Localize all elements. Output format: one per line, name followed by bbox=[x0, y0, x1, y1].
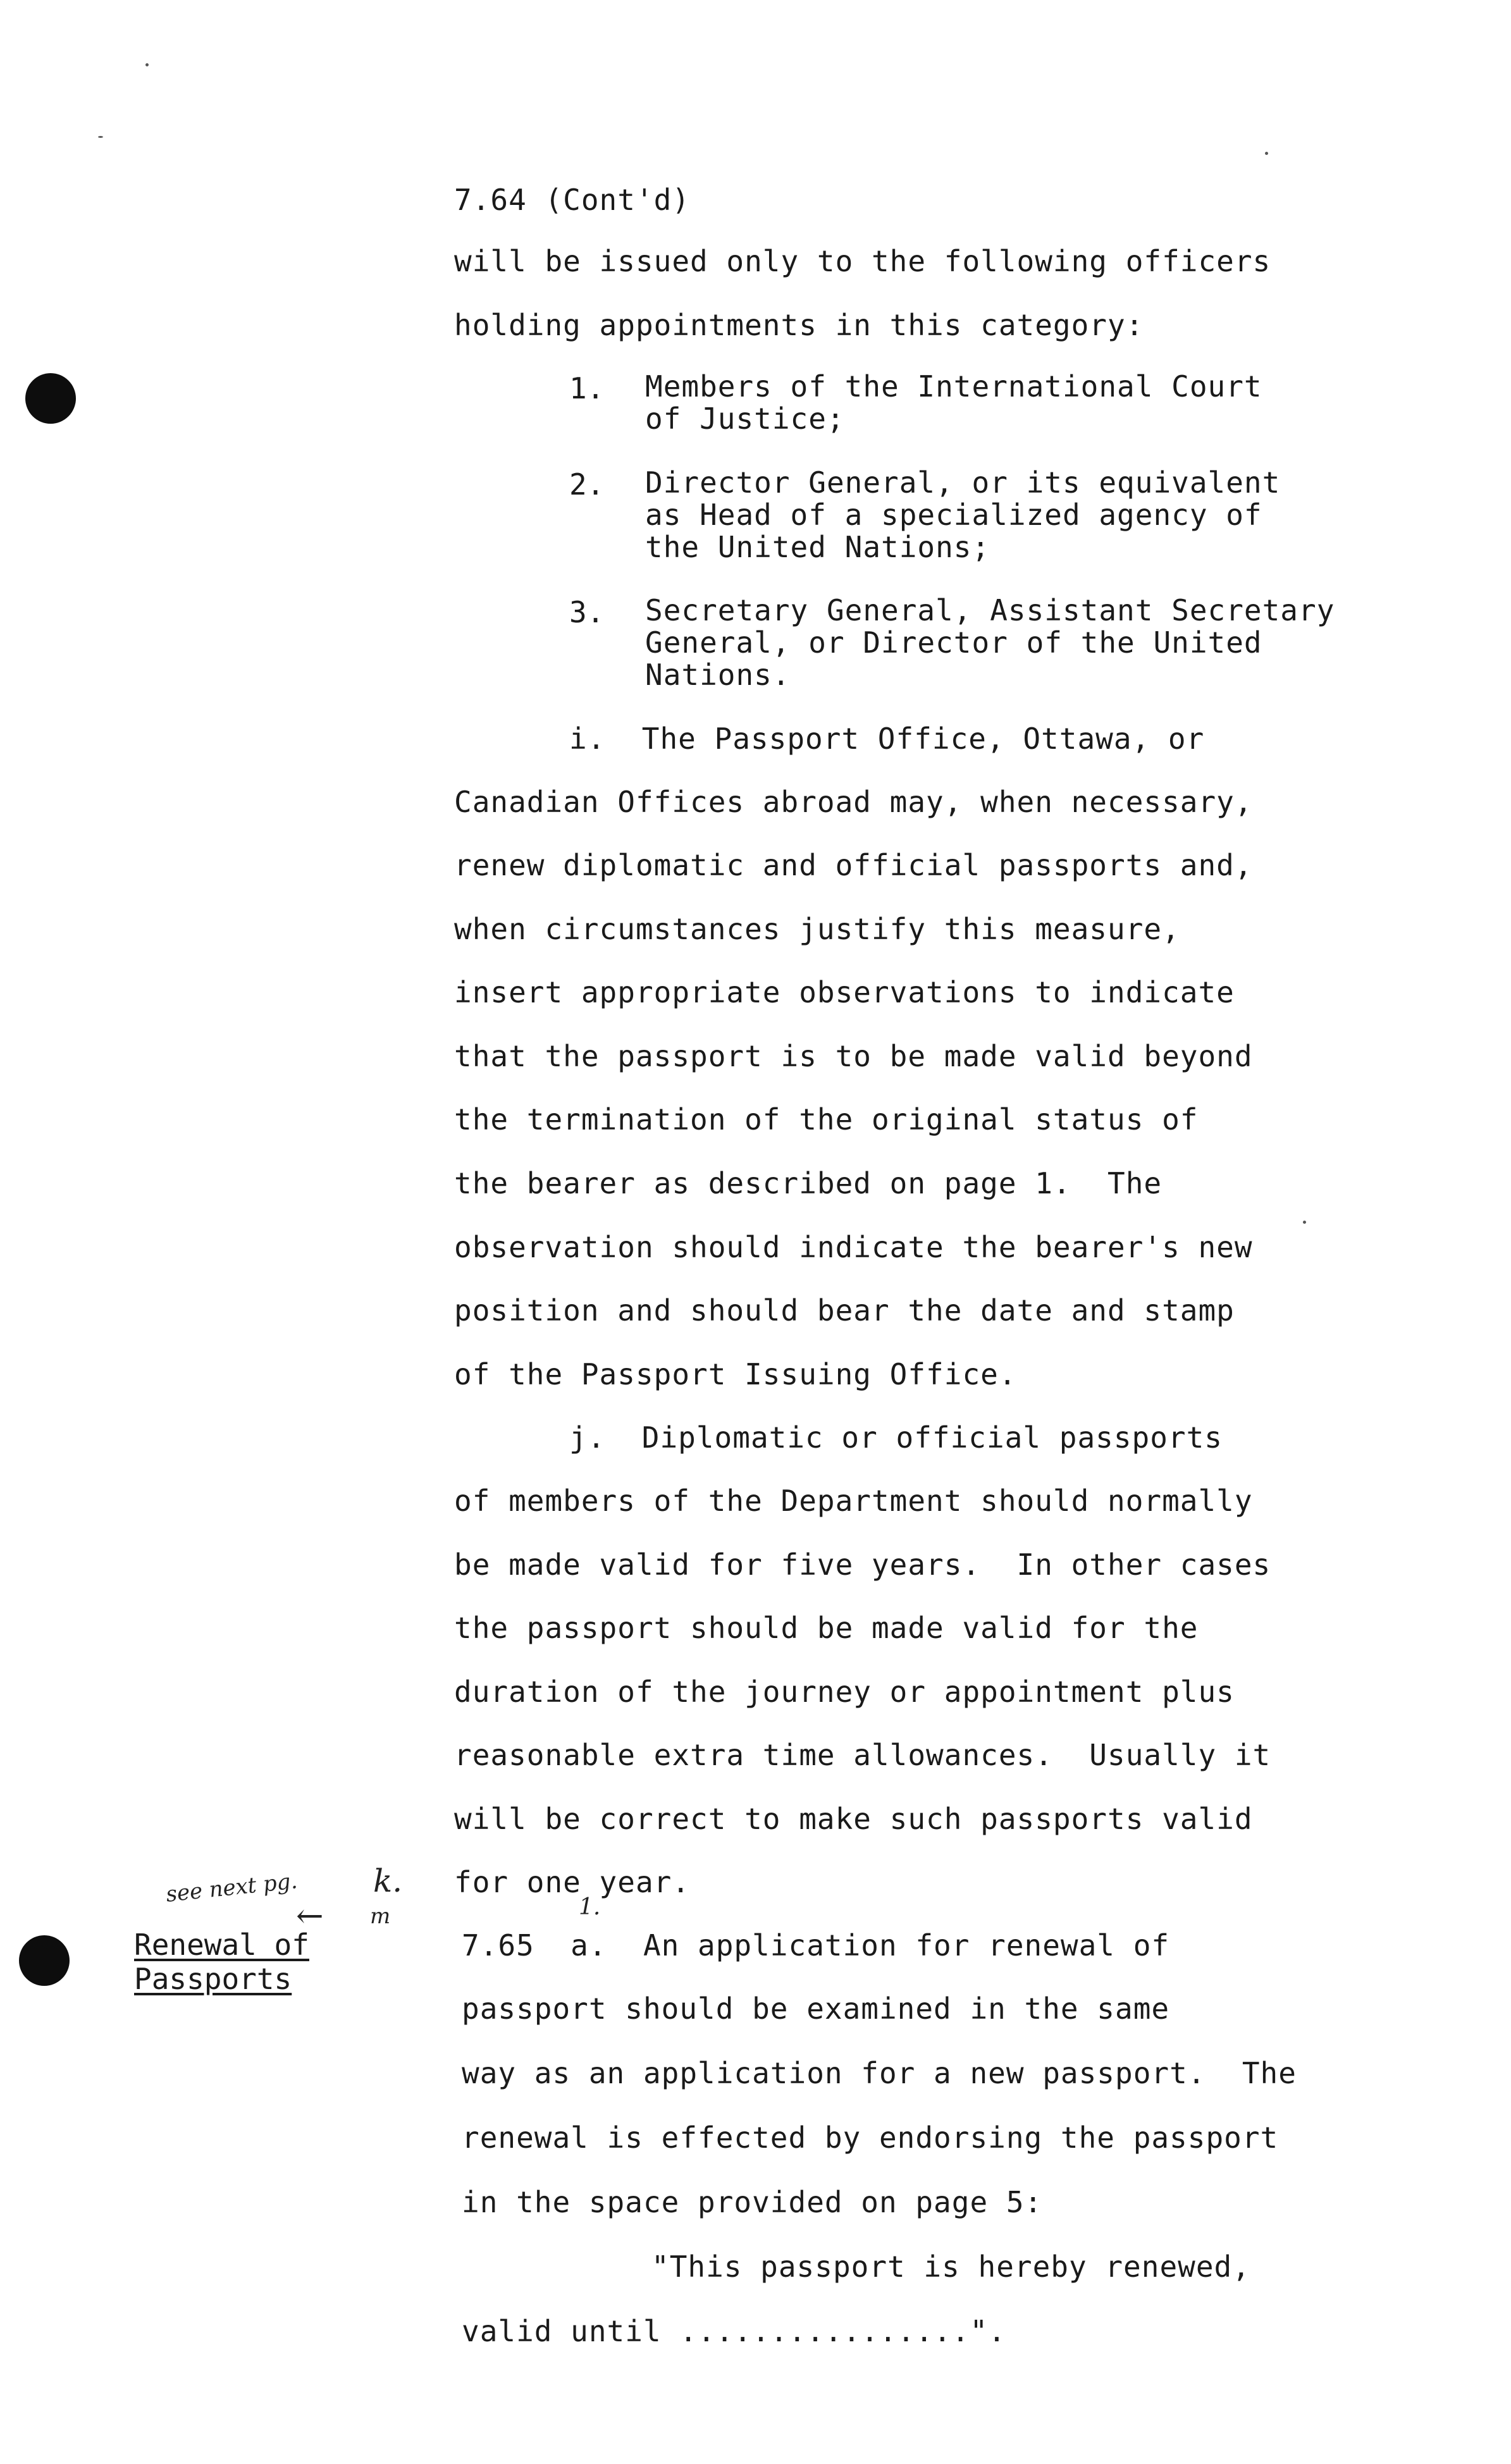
intro-line: holding appointments in this category: bbox=[454, 308, 1144, 342]
section-765-line: renewal is effected by endorsing the passport bbox=[462, 2121, 1279, 2155]
item-line: Nations. bbox=[645, 658, 791, 692]
para-i-line: observation should indicate the bearer's new bbox=[454, 1230, 1253, 1264]
item-number: 3. bbox=[569, 595, 605, 629]
item-line: Director General, or its equivalent bbox=[645, 465, 1281, 500]
item-line: of Justice; bbox=[645, 402, 845, 436]
section-765-line: way as an application for a new passport. The bbox=[462, 2056, 1297, 2090]
quoted-endorsement: "This passport is hereby renewed, bbox=[651, 2250, 1250, 2284]
margin-heading-line: Renewal of bbox=[134, 1928, 309, 1962]
para-j-line: of members of the Department should normally bbox=[454, 1484, 1253, 1518]
scan-speck bbox=[1303, 1221, 1306, 1224]
handwritten-arrow-icon: ← bbox=[296, 1897, 324, 1935]
para-i-line: insert appropriate observations to indicate bbox=[454, 975, 1235, 1009]
para-i-line: the termination of the original status of bbox=[454, 1102, 1199, 1137]
item-line: General, or Director of the United bbox=[645, 625, 1262, 660]
scan-speck bbox=[145, 63, 149, 66]
punch-hole-bottom bbox=[19, 1935, 70, 1986]
section-765-line: passport should be examined in the same bbox=[462, 1992, 1170, 2026]
para-j-line: the passport should be made valid for the bbox=[454, 1611, 1199, 1645]
item-line: the United Nations; bbox=[645, 530, 990, 564]
para-i-first-line: i. The Passport Office, Ottawa, or bbox=[569, 722, 1205, 756]
punch-hole-top bbox=[25, 373, 76, 424]
para-j-line: be made valid for five years. In other cases bbox=[454, 1548, 1271, 1582]
handwritten-m: m bbox=[370, 1904, 391, 1929]
para-i-line: of the Passport Issuing Office. bbox=[454, 1357, 1017, 1391]
section-header: 7.64 (Cont'd) bbox=[454, 183, 691, 217]
intro-line: will be issued only to the following officers bbox=[454, 244, 1271, 278]
handwritten-number-one: 1. bbox=[579, 1894, 601, 1920]
handwritten-k: k. bbox=[373, 1863, 403, 1899]
para-i-line: when circumstances justify this measure, bbox=[454, 912, 1180, 946]
margin-heading-line: Passports bbox=[134, 1962, 292, 1996]
para-i-line: that the passport is to be made valid beyond bbox=[454, 1039, 1253, 1073]
para-j-first-line: j. Diplomatic or official passports bbox=[569, 1420, 1223, 1455]
para-i-line: renew diplomatic and official passports and, bbox=[454, 848, 1253, 882]
section-765-line: in the space provided on page 5: bbox=[462, 2185, 1043, 2219]
handwritten-note: see next pg. bbox=[164, 1868, 299, 1907]
scan-speck bbox=[98, 136, 103, 138]
para-i-line: position and should bear the date and stamp bbox=[454, 1293, 1235, 1327]
scan-speck bbox=[1265, 152, 1268, 155]
para-j-line: for one year. bbox=[454, 1865, 691, 1899]
item-number: 2. bbox=[569, 467, 605, 502]
item-number: 1. bbox=[569, 371, 605, 405]
para-j-line: will be correct to make such passports valid bbox=[454, 1802, 1253, 1836]
item-line: Members of the International Court bbox=[645, 369, 1262, 403]
section-765-first-line: 7.65 a. An application for renewal of bbox=[462, 1928, 1170, 1962]
para-j-line: duration of the journey or appointment plus bbox=[454, 1675, 1235, 1709]
para-i-line: the bearer as described on page 1. The bbox=[454, 1166, 1163, 1200]
item-line: as Head of a specialized agency of bbox=[645, 498, 1262, 532]
para-j-line: reasonable extra time allowances. Usually it bbox=[454, 1738, 1271, 1772]
item-line: Secretary General, Assistant Secretary bbox=[645, 593, 1335, 627]
para-i-line: Canadian Offices abroad may, when necessary, bbox=[454, 785, 1253, 819]
endorsement-valid-until: valid until ................". bbox=[462, 2314, 1006, 2348]
